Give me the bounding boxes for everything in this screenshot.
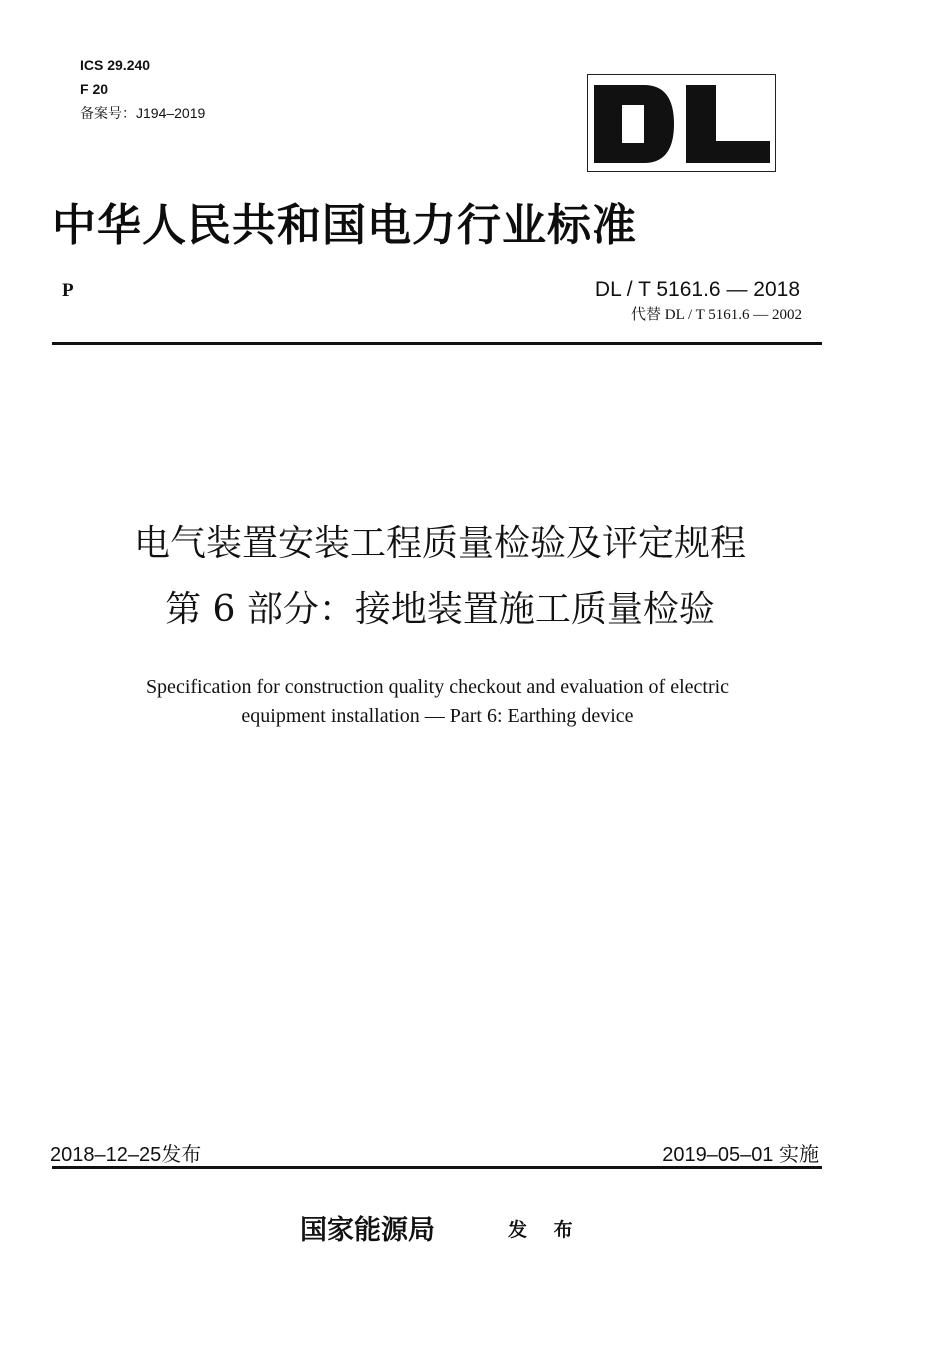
org-title: 中华人民共和国电力行业标准	[52, 200, 637, 251]
dl-logo-mark	[592, 79, 772, 169]
en-title-line2: equipment installation — Part 6: Earthing device	[241, 705, 634, 727]
cn-title-line1: 电气装置安装工程质量检验及评定规程	[133, 523, 746, 564]
standard-number: DL / T 5161.6 — 2018	[594, 278, 800, 301]
issue-date: 2018–12–25发布	[50, 1144, 202, 1166]
ccs-code: F 20	[80, 81, 109, 97]
header-divider	[52, 342, 822, 345]
footer-divider	[52, 1166, 822, 1169]
publisher: 国家能源局	[300, 1215, 435, 1246]
ics-code: ICS 29.240	[80, 57, 151, 73]
record-number: 备案号：J194–2019	[80, 105, 206, 121]
dl-logo	[587, 74, 776, 172]
cn-title-line2: 第 6 部分：接地装置施工质量检验	[165, 589, 715, 630]
replaces-standard: 代替 DL / T 5161.6 — 2002	[631, 307, 802, 323]
publish-label: 发 布	[508, 1219, 583, 1241]
effective-date: 2019–05–01 实施	[662, 1144, 819, 1166]
category-letter: P	[62, 280, 74, 301]
en-title-line1: Specification for construction quality checkout and evaluation of electric	[145, 676, 730, 698]
